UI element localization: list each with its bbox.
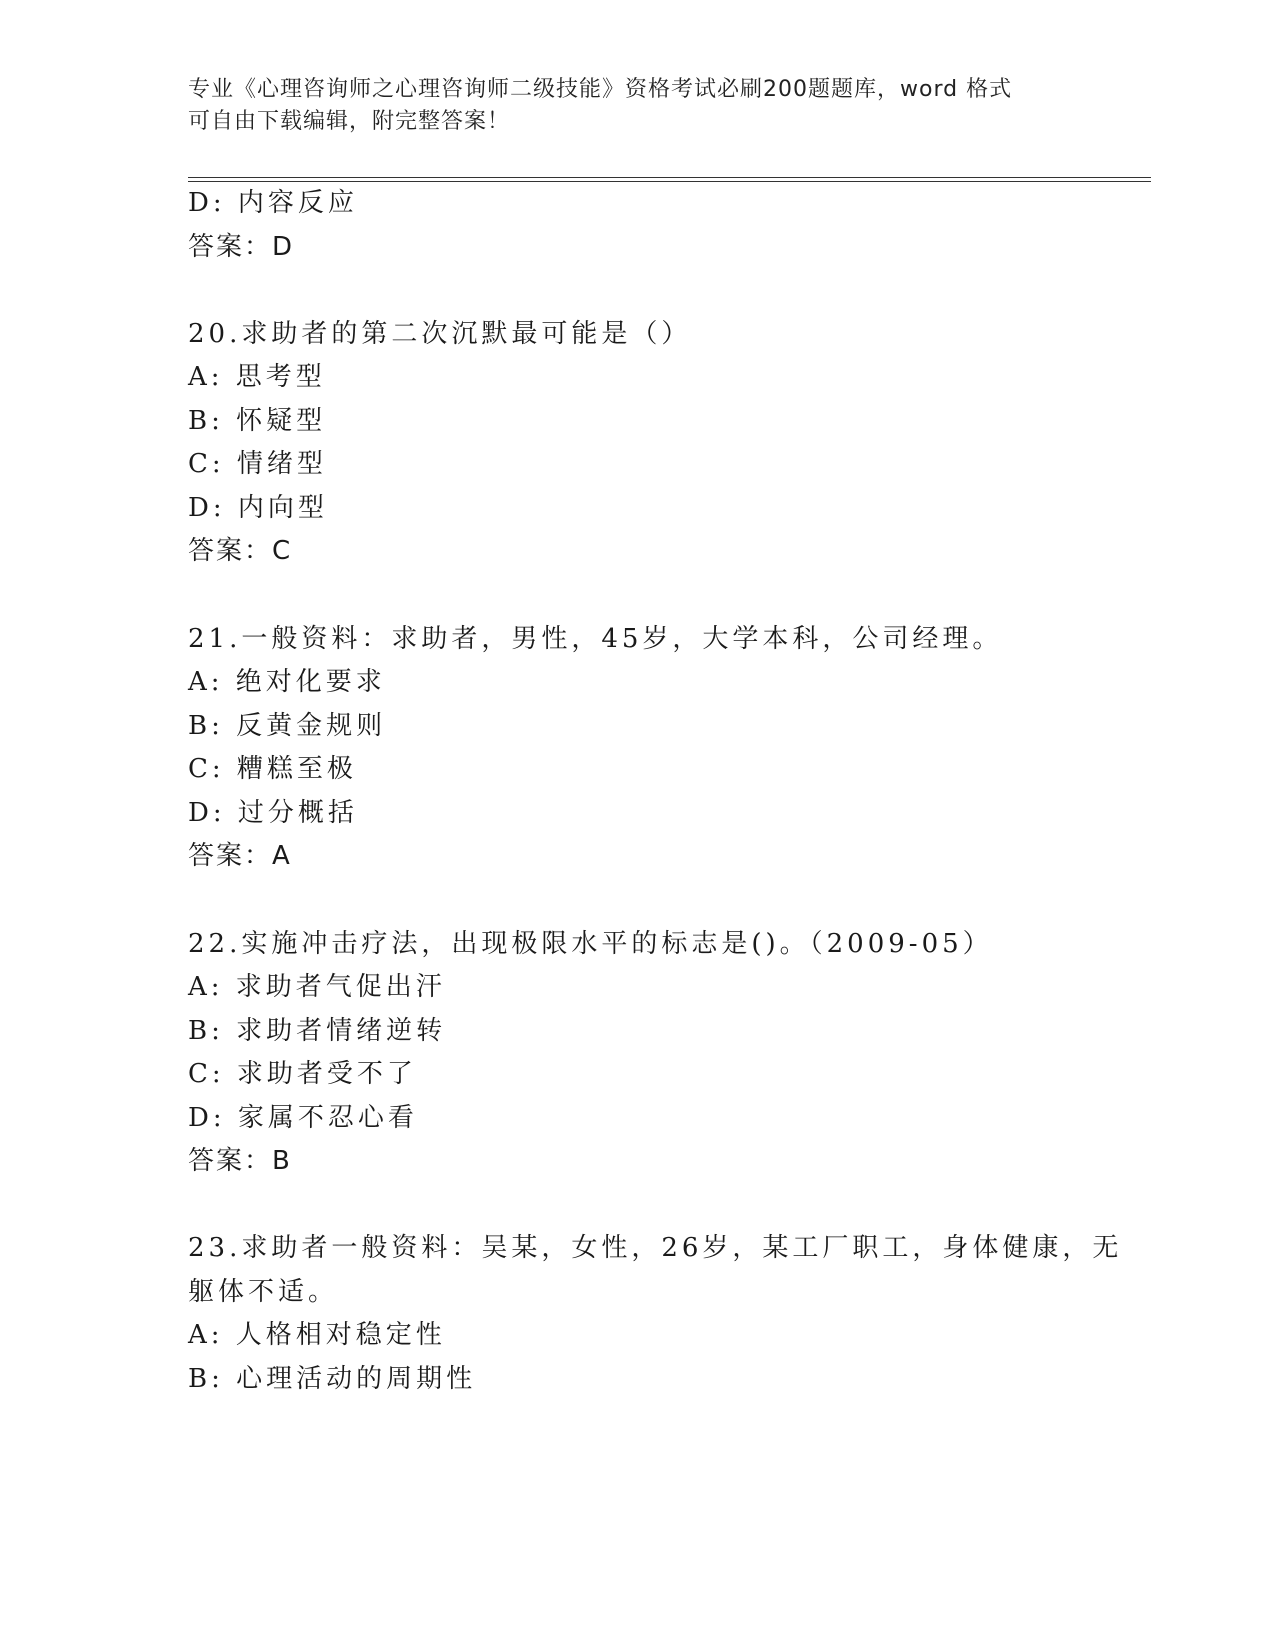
option-a: A: 人格相对稳定性 [188,1320,446,1350]
option-c: C: 求助者受不了 [188,1059,417,1089]
option-c: C: 情绪型 [188,449,327,479]
question-stem-line-1: 23.求助者一般资料：吴某，女性，26岁，某工厂职工，身体健康，无 [188,1233,1123,1263]
answer-line: 答案：D [188,232,295,262]
option-d: D: 内向型 [188,493,328,523]
page-header [188,74,1088,138]
option-c: C: 糟糕至极 [188,754,357,784]
answer-line: 答案：C [188,536,293,566]
header-divider-top [188,177,1151,178]
option-d: D: 过分概括 [188,798,358,828]
option-d: D: 家属不忍心看 [188,1103,418,1133]
answer-line: 答案：B [188,1146,292,1176]
option-a: A: 思考型 [188,362,326,392]
answer-line: 答案：A [188,841,292,871]
option-b: B: 求助者情绪逆转 [188,1016,447,1046]
question-stem-line-2: 躯体不适。 [188,1277,339,1307]
question-stem: 21.一般资料：求助者，男性，45岁，大学本科，公司经理。 [188,624,1003,654]
option-b: B: 反黄金规则 [188,711,387,741]
option-b: B: 怀疑型 [188,406,327,436]
question-stem: 22.实施冲击疗法，出现极限水平的标志是()。（2009-05） [188,929,993,959]
header-title-line-1: 专业《心理咨询师之心理咨询师二级技能》资格考试必刷200题题库，word 格式 [188,77,1013,102]
option-d: D: 内容反应 [188,188,358,218]
option-a: A: 求助者气促出汗 [188,972,446,1002]
header-title-line-2: 可自由下载编辑，附完整答案！ [188,109,511,134]
option-a: A: 绝对化要求 [188,667,386,697]
question-stem: 20.求助者的第二次沉默最可能是（） [188,319,692,349]
option-b: B: 心理活动的周期性 [188,1364,477,1394]
header-divider-bottom [188,181,1151,182]
